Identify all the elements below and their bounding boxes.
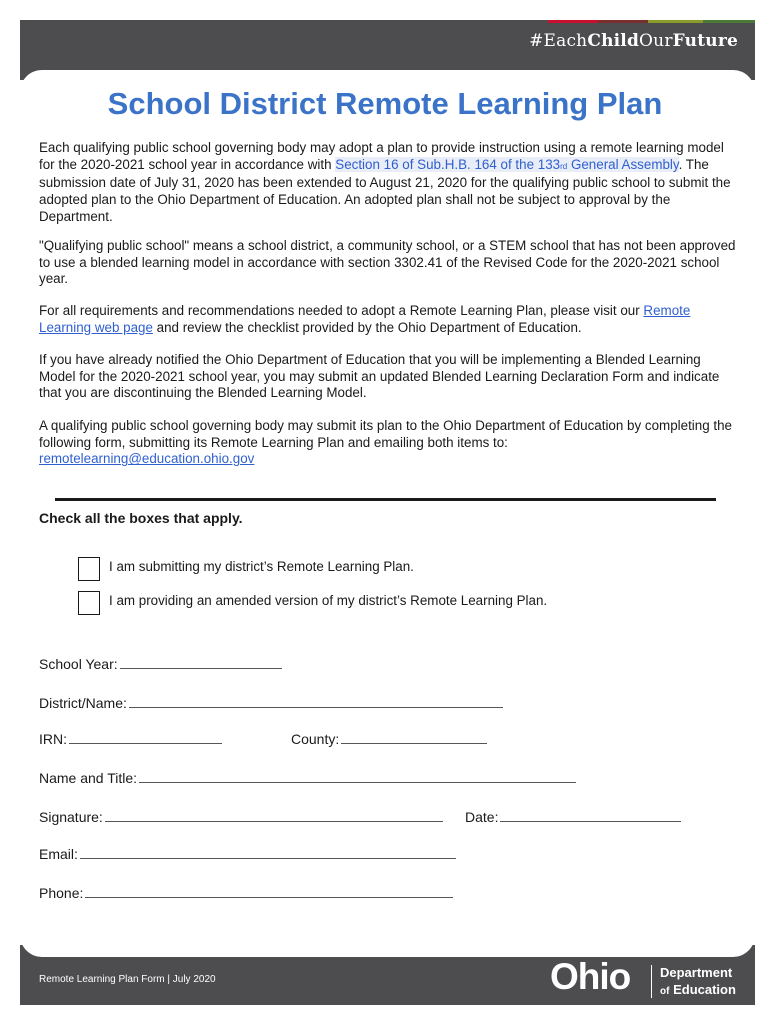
signature-row xyxy=(39,809,443,825)
department-of-education-logo xyxy=(660,964,736,1000)
color-strip-olive xyxy=(648,20,703,23)
dept-line1: Department xyxy=(660,965,733,980)
footer-form-note: Remote Learning Plan Form | July 2020 xyxy=(39,974,216,985)
email-field[interactable] xyxy=(80,858,456,859)
submission-paragraph: A qualifying public school governing body may submit its plan to the Ohio Department of Education by completing the following form, submitting its Remote Learning Plan and emailing both items to: remotelearning@education.ohio.gov xyxy=(39,418,732,467)
county-row xyxy=(291,731,487,747)
requirements-paragraph: For all requirements and recommendations needed to adopt a Remote Learning Plan, please visit our Remote Learning web page and review the checklist provided by the Ohio Department of Education. xyxy=(39,303,691,335)
submitting-plan-checkbox[interactable] xyxy=(78,557,100,581)
county-field[interactable] xyxy=(341,743,487,744)
color-strip-green xyxy=(703,20,755,23)
checklist-item xyxy=(78,591,547,615)
dept-line2: of Education xyxy=(660,982,736,997)
irn-label: IRN: xyxy=(39,731,67,747)
name-title-label: Name and Title: xyxy=(39,770,138,786)
definition-paragraph: "Qualifying public school" means a school district, a community school, or a STEM school that has not been approved to use a blended learning model in accordance with section 3302.41 of the Revised Code for the 2020-2021 school year. xyxy=(39,238,736,287)
irn-row xyxy=(39,731,222,747)
ohio-logo: Ohio xyxy=(550,956,631,997)
checkbox-label: I am providing an amended version of my district’s Remote Learning Plan. xyxy=(109,593,548,608)
blended-learning-paragraph: If you have already notified the Ohio Department of Education that you will be implementing a Blended Learning Model for the 2020-2021 school year, you may submit an updated Blended Learning Declaration Form and indicate that you are discontinuing the Blended Learning Model. xyxy=(39,352,720,401)
district-name-field[interactable] xyxy=(129,707,503,708)
phone-row xyxy=(39,885,453,901)
date-field[interactable] xyxy=(500,821,681,822)
phone-field[interactable] xyxy=(85,897,453,898)
district-name-label: District/Name: xyxy=(39,695,127,711)
district-name-row xyxy=(39,695,503,711)
remote-learning-web-page-link[interactable]: Remote Learning web page xyxy=(39,303,691,335)
school-year-label: School Year: xyxy=(39,656,118,672)
date-label: Date: xyxy=(465,809,499,825)
hashtag-each-child-our-future: #EachChildOurFuture xyxy=(529,31,738,51)
name-title-row xyxy=(39,770,576,786)
signature-field[interactable] xyxy=(105,821,443,822)
signature-label: Signature: xyxy=(39,809,103,825)
irn-field[interactable] xyxy=(69,743,222,744)
email-label: Email: xyxy=(39,846,78,862)
intro-paragraph: Each qualifying public school governing body may adopt a plan to provide instruction using a remote learning model for the 2020-2021 school year in accordance with Section 16 of Sub.H.B. 164 of the 133rd General Assembly. The submission date of July 31, 2020 has been extended to August 21, 2020 for the qualifying public school to submit the adopted plan to the Ohio Department of Education. An adopted plan shall not be subject to approval by the Department. xyxy=(39,140,731,224)
page-title: School District Remote Learning Plan xyxy=(107,86,663,121)
date-row xyxy=(465,809,681,825)
school-year-row xyxy=(39,656,282,672)
email-row xyxy=(39,846,456,862)
name-title-field[interactable] xyxy=(139,782,576,783)
checklist-item xyxy=(78,557,414,581)
checkbox-label: I am submitting my district’s Remote Learning Plan. xyxy=(109,559,414,574)
checklist-heading: Check all the boxes that apply. xyxy=(39,510,243,526)
color-strip-red xyxy=(548,20,598,23)
footer-curve xyxy=(20,935,755,957)
phone-label: Phone: xyxy=(39,885,84,901)
hb164-link[interactable]: Section 16 of Sub.H.B. 164 of the 133rd General Assembly xyxy=(335,156,679,172)
footer xyxy=(20,945,755,1005)
amended-plan-checkbox[interactable] xyxy=(78,591,100,615)
logo-divider xyxy=(651,965,652,998)
color-strip-maroon xyxy=(598,20,648,23)
email-link[interactable]: remotelearning@education.ohio.gov xyxy=(39,451,255,467)
school-year-field[interactable] xyxy=(120,668,282,669)
county-label: County: xyxy=(291,731,340,747)
section-divider xyxy=(55,498,716,501)
